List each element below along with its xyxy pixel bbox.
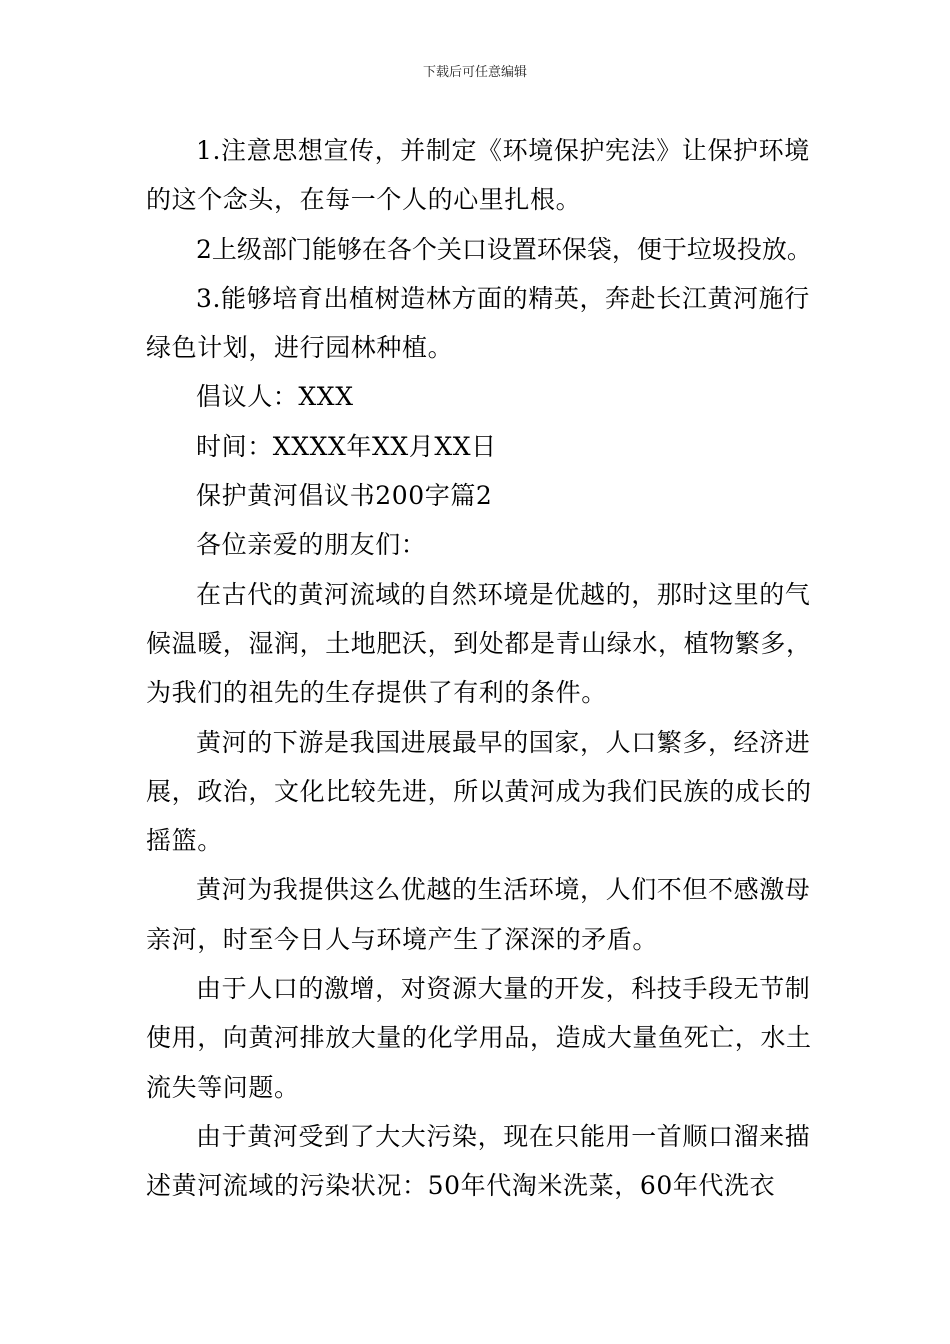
paragraph-body-2: 黄河的下游是我国进展最早的国家，人口繁多，经济进展，政治，文化比较先进，所以黄河成为我们民族的成长的摇篮。 xyxy=(146,727,812,856)
paragraph-body-5: 由于黄河受到了大大污染，现在只能用一首顺口溜来描述黄河流域的污染状况：50年代淘米洗菜，60年代洗衣 xyxy=(146,1121,811,1201)
paragraph-date: 时间：XXXX年XX月XX日 xyxy=(196,431,497,461)
paragraph-body-4: 由于人口的激增，对资源大量的开发，科技手段无节制使用，向黄河排放大量的化学用品，造成大量鱼死亡，水土流失等问题。 xyxy=(146,974,812,1102)
page-header-note: 下载后可任意编辑 xyxy=(422,65,527,80)
paragraph-body-3: 黄河为我提供这么优越的生活环境，人们不但不感激母亲河，时至今日人与环境产生了深深的矛盾。 xyxy=(146,875,811,954)
paragraph-measure-3: 3.能够培育出植树造林方面的精英，奔赴长江黄河施行绿色计划，进行园林种植。 xyxy=(146,283,810,363)
paragraph-measure-1: 1.注意思想宣传，并制定《环境保护宪法》让保护环境的这个念头，在每一个人的心里扎根。 xyxy=(146,136,810,215)
section-title: 保护黄河倡议书200字篇2 xyxy=(196,481,493,511)
document-body xyxy=(146,126,826,1211)
paragraph-salutation: 各位亲爱的朋友们： xyxy=(196,530,427,560)
paragraph-proposer: 倡议人：XXX xyxy=(196,382,354,412)
paragraph-body-1: 在古代的黄河流域的自然环境是优越的，那时这里的气候温暖，湿润，土地肥沃，到处都是青山绿水，植物繁多，为我们的祖先的生存提供了有利的条件。 xyxy=(146,579,812,708)
paragraph-measure-2: 2上级部门能够在各个关口设置环保袋，便于垃圾投放。 xyxy=(196,234,812,264)
